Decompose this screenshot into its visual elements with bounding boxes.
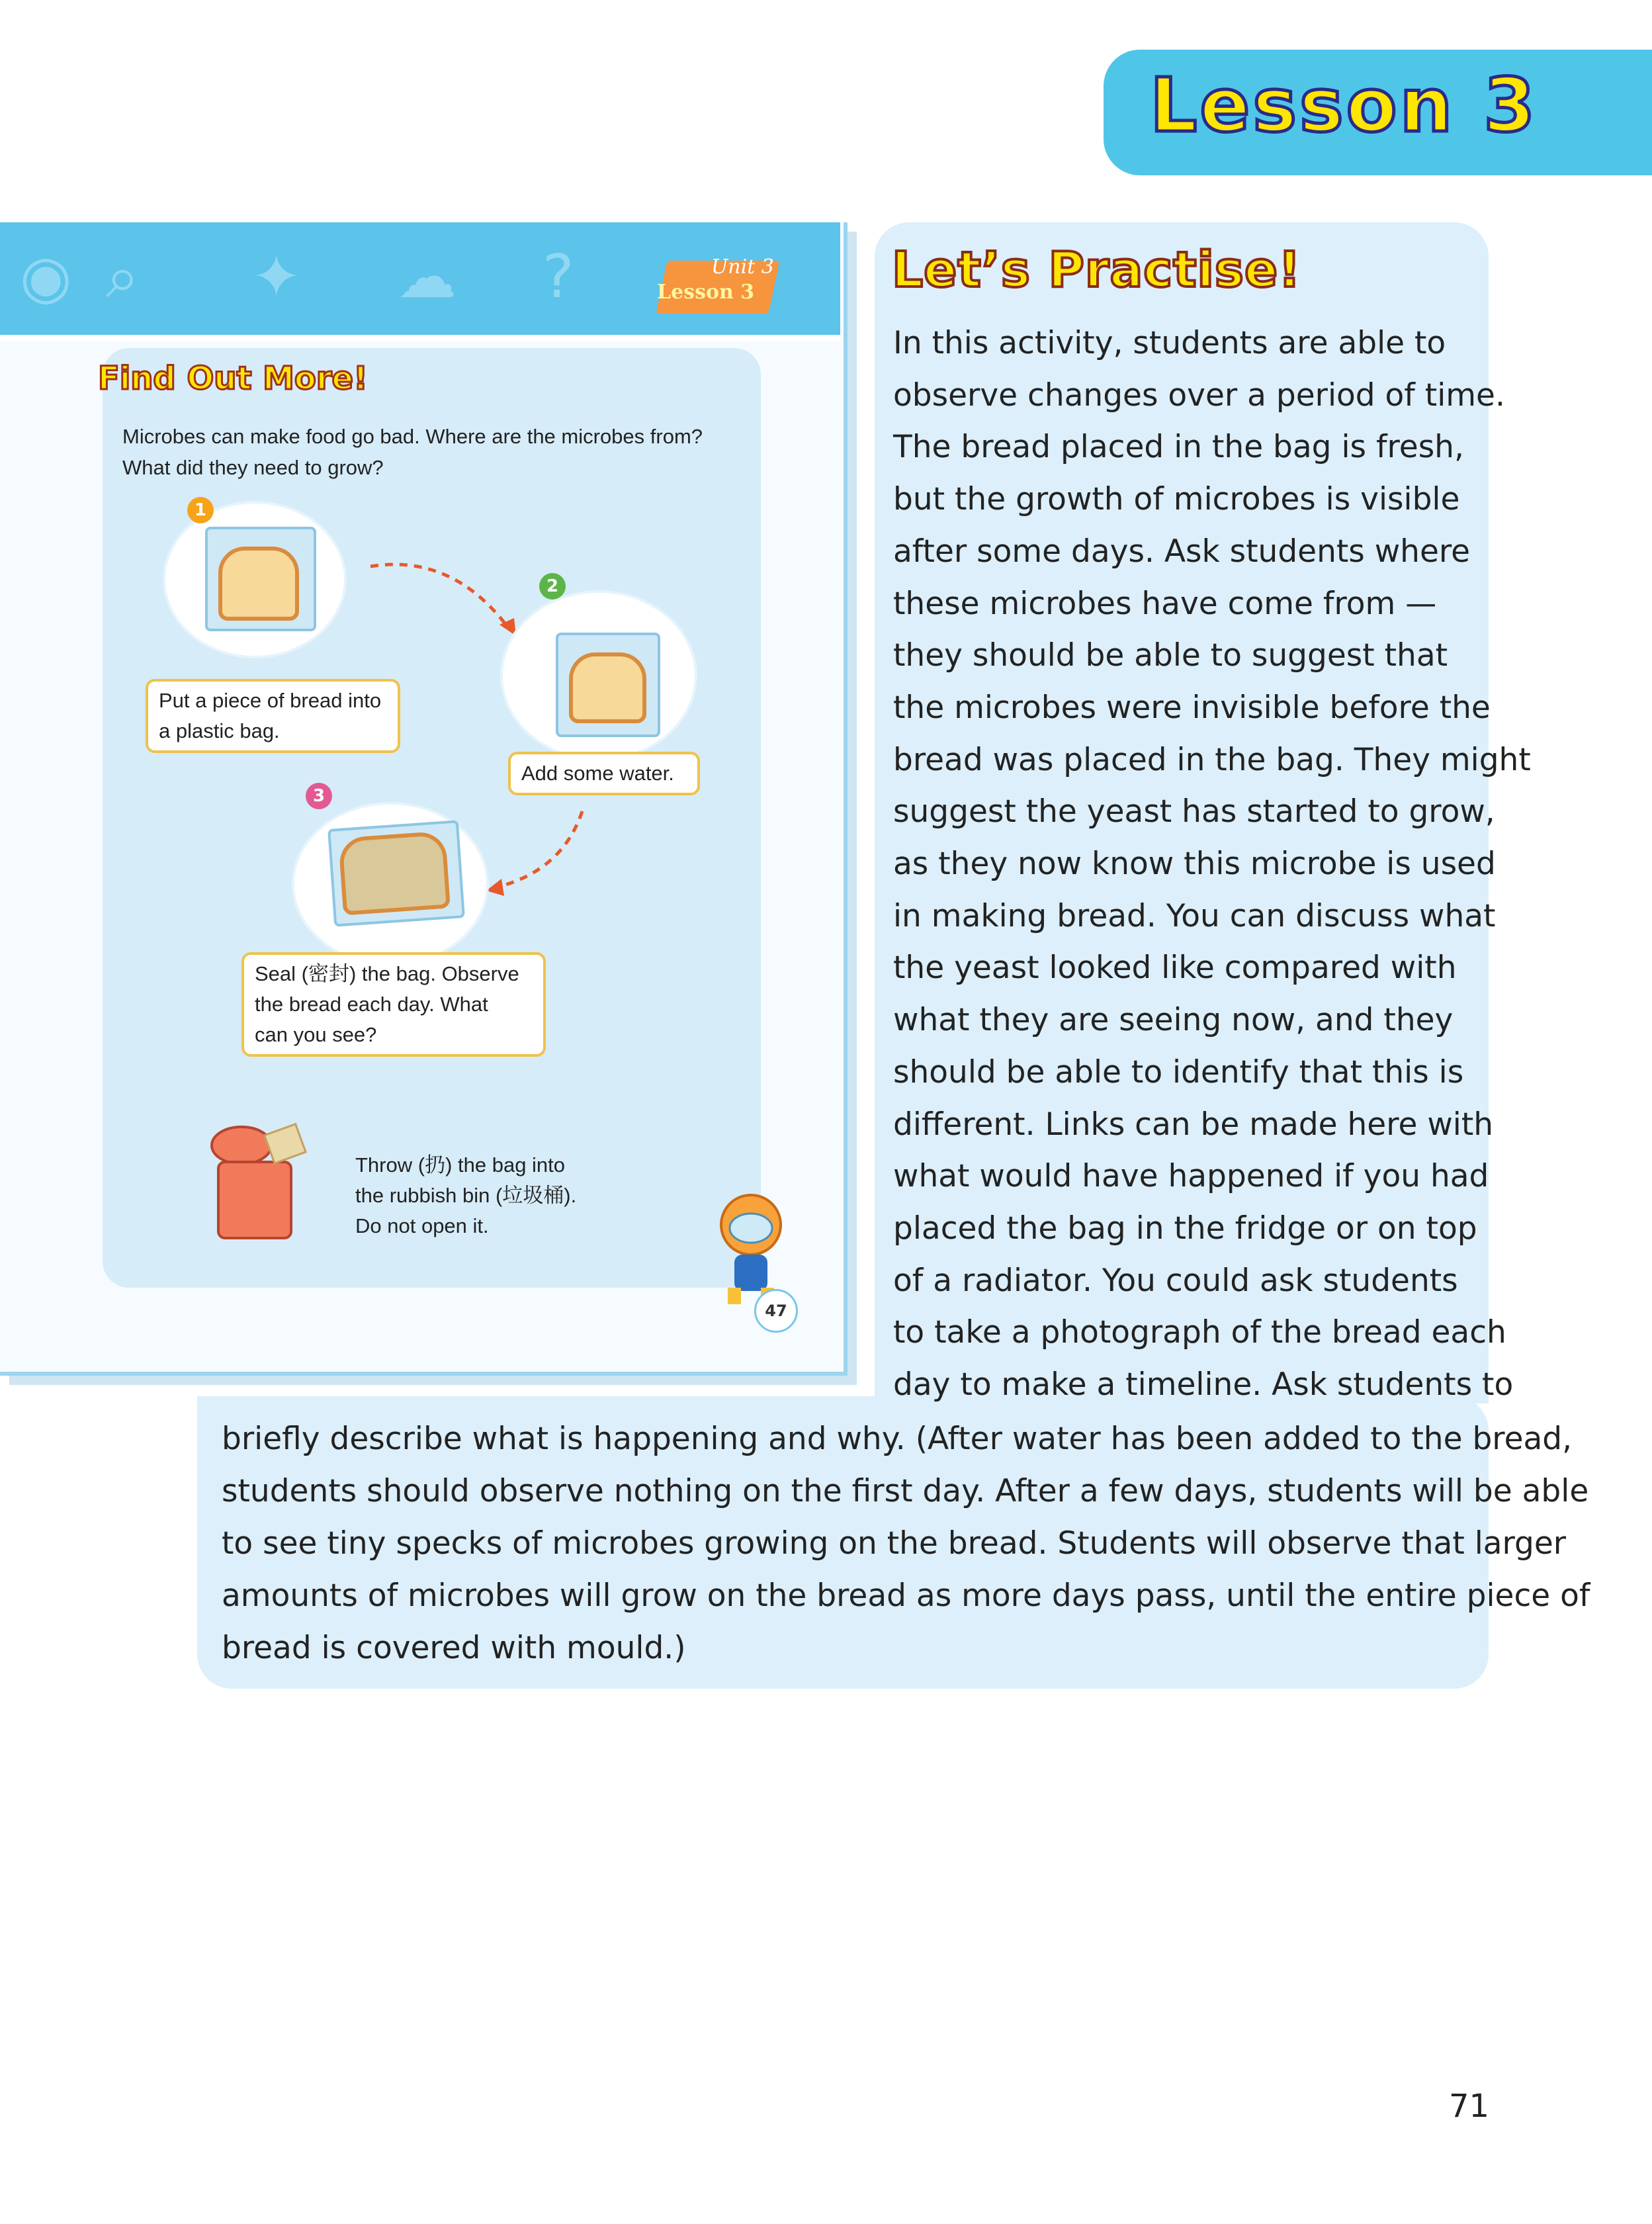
text-line: but the growth of microbes is visible bbox=[893, 481, 1460, 518]
text-line: the yeast looked like compared with bbox=[893, 950, 1457, 987]
text-line: as they now know this microbe is used bbox=[893, 846, 1496, 883]
throw-line: Throw (扔) the bag into bbox=[355, 1153, 566, 1177]
step-2-caption bbox=[508, 752, 700, 795]
find-out-more-title: Find Out More! bbox=[98, 360, 368, 397]
step-number: 1 bbox=[187, 497, 214, 523]
rubbish-bin-icon bbox=[205, 1116, 311, 1248]
step-1-caption bbox=[146, 679, 400, 753]
bread-icon bbox=[569, 652, 646, 723]
throw-line: the rubbish bin (垃圾桶). bbox=[355, 1184, 577, 1207]
text-line: these microbes have come from — bbox=[893, 585, 1437, 622]
book-page-number: 47 bbox=[754, 1289, 798, 1333]
find-out-more-intro bbox=[122, 421, 703, 483]
caption-line: Put a piece of bread into bbox=[159, 689, 382, 712]
bread-icon bbox=[218, 547, 299, 621]
text-line: to see tiny specks of microbes growing on the bread. Students will observe that larger bbox=[222, 1525, 1567, 1562]
text-line: of a radiator. You could ask students bbox=[893, 1262, 1458, 1299]
bird-icon: ✦ bbox=[251, 242, 302, 312]
caption-line: the bread each day. What bbox=[255, 993, 488, 1016]
text-line: day to make a timeline. Ask students to bbox=[893, 1366, 1514, 1403]
caption-line: can you see? bbox=[255, 1023, 377, 1046]
book-header bbox=[0, 222, 840, 335]
practise-title: Let’s Practise! bbox=[892, 242, 1301, 298]
text-line: what would have happened if you had bbox=[893, 1158, 1489, 1195]
text-line: different. Links can be made here with bbox=[893, 1106, 1494, 1143]
globe-icon: ◉ bbox=[20, 242, 72, 312]
lesson-tab bbox=[1104, 50, 1652, 175]
dashed-arrow-icon bbox=[367, 553, 526, 639]
mouldy-bread-icon bbox=[338, 830, 451, 915]
dashed-arrow-icon bbox=[483, 805, 595, 904]
text-line: to take a photograph of the bread each bbox=[893, 1314, 1506, 1351]
caption-line: Seal (密封) the bag. Observe bbox=[255, 962, 519, 985]
step-3-caption bbox=[241, 952, 546, 1057]
header-divider bbox=[0, 335, 840, 341]
question-icon: ? bbox=[543, 242, 574, 312]
step-number: 3 bbox=[306, 783, 332, 809]
magnifier-icon: ⌕ bbox=[106, 242, 140, 312]
intro-line: What did they need to grow? bbox=[122, 456, 384, 479]
text-line: In this activity, students are able to bbox=[893, 325, 1446, 361]
intro-line: Microbes can make food go bad. Where are the microbes from? bbox=[122, 425, 703, 448]
practise-text-wide bbox=[222, 1413, 1590, 1674]
throw-instruction bbox=[355, 1150, 576, 1241]
text-line: they should be able to suggest that bbox=[893, 637, 1448, 674]
text-line: students should observe nothing on the first day. After a few days, students will be able bbox=[222, 1473, 1589, 1509]
cloud-icon: ☁ bbox=[397, 242, 456, 312]
caption-line: a plastic bag. bbox=[159, 719, 280, 742]
unit-badge-lesson: Lesson 3 bbox=[657, 281, 755, 304]
text-line: bread is covered with mould.) bbox=[222, 1630, 686, 1666]
textbook-page-image bbox=[0, 222, 848, 1376]
text-line: in making bread. You can discuss what bbox=[893, 897, 1496, 934]
lesson-tab-label: Lesson 3 bbox=[1150, 63, 1538, 149]
caption-line: Add some water. bbox=[521, 762, 674, 785]
text-line: what they are seeing now, and they bbox=[893, 1002, 1454, 1039]
text-line: briefly describe what is happening and why. (After water has been added to the bread, bbox=[222, 1421, 1573, 1457]
text-line: The bread placed in the bag is fresh, bbox=[893, 429, 1464, 466]
text-line: should be able to identify that this is bbox=[893, 1053, 1464, 1090]
text-line: observe changes over a period of time. bbox=[893, 377, 1505, 414]
step-number: 2 bbox=[539, 573, 566, 600]
text-line: amounts of microbes will grow on the bread as more days pass, until the entire piece of bbox=[222, 1578, 1590, 1614]
page-number: 71 bbox=[1449, 2088, 1490, 2125]
text-line: after some days. Ask students where bbox=[893, 533, 1471, 570]
text-line: the microbes were invisible before the bbox=[893, 689, 1491, 726]
practise-text-narrow bbox=[893, 318, 1531, 1411]
throw-line: Do not open it. bbox=[355, 1214, 489, 1237]
text-line: bread was placed in the bag. They might bbox=[893, 741, 1531, 778]
text-line: suggest the yeast has started to grow, bbox=[893, 793, 1495, 830]
text-line: placed the bag in the fridge or on top bbox=[893, 1210, 1477, 1247]
unit-badge-unit: Unit 3 bbox=[711, 255, 774, 279]
